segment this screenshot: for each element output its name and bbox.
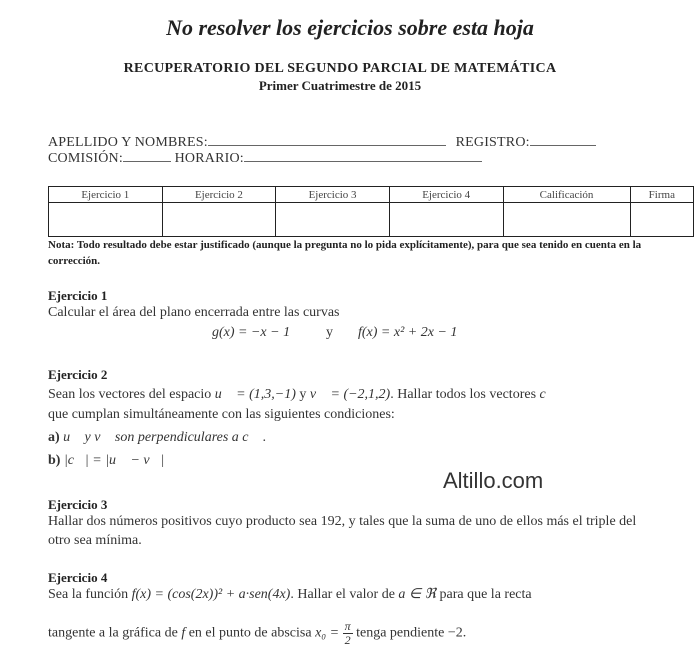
ejercicio-1-text: Calcular el área del plano encerrada entre las curvas [48, 305, 340, 320]
ej2-line1-b: . Hallar todos los vectores [390, 387, 537, 402]
header-firma: Firma [630, 187, 693, 203]
ej4-line2-a: tangente a la gráfica de [48, 625, 178, 641]
comision-row [48, 149, 482, 167]
ej4-a-in: a ∈ ℜ [398, 587, 436, 602]
ejercicio-3-text: Hallar dos números positivos cuyo producto sea 192, y tales que la suma de uno de ellos más el triple del otro sea mínima. [48, 514, 637, 548]
ejercicio-4-title: Ejercicio 4 [48, 570, 108, 585]
header-ejercicio-2: Ejercicio 2 [162, 187, 276, 203]
ej4-line2-c: tenga pendiente [356, 625, 445, 641]
grade-table-header [49, 187, 694, 203]
ej2-u: u⃗ = (1,3,−1) [214, 387, 296, 402]
grade-cell-calificacion[interactable] [503, 203, 630, 237]
ej2-a-text: u⃗ y v⃗ son perpendiculares a c⃗ . [63, 430, 267, 445]
ejercicio-1-g: g(x) = −x − 1 [212, 325, 291, 340]
registro-blank[interactable] [530, 133, 596, 146]
ej2-line1-a: Sean los vectores del espacio [48, 387, 212, 402]
apellido-blank[interactable] [208, 133, 446, 146]
header-ejercicio-3: Ejercicio 3 [276, 187, 390, 203]
ej4-pi: π [344, 619, 351, 633]
header-calificacion: Calificación [503, 187, 630, 203]
exam-title: RECUPERATORIO DEL SEGUNDO PARCIAL DE MATEMÁTICA [123, 61, 557, 76]
comision-blank[interactable] [123, 149, 171, 162]
ej4-line1-c: para que la recta [439, 587, 532, 602]
ej2-b-text: |c⃗| = |u⃗ − v⃗| [63, 453, 165, 468]
ej4-func: f(x) = (cos(2x))² + a·sen(4x) [131, 587, 291, 602]
grade-cell-4[interactable] [389, 203, 503, 237]
ej4-fraction [343, 620, 353, 647]
header-ejercicio-1: Ejercicio 1 [49, 187, 163, 203]
ej2-b-label: b) [48, 453, 61, 468]
ejercicio-2-line-1 [48, 385, 688, 404]
comision-label: COMISIÓN: [48, 151, 123, 166]
ejercicio-2-line-2: que cumplan simultáneamente con las siguientes condiciones: [48, 407, 395, 422]
ej4-line1-a: Sea la función [48, 587, 129, 602]
horario-label: HORARIO: [174, 151, 244, 166]
grade-cell-firma[interactable] [630, 203, 693, 237]
ejercicio-1-f: f(x) = x² + 2x − 1 [358, 325, 458, 340]
grade-table-row [49, 203, 694, 237]
ejercicio-4-line-2 [48, 620, 466, 647]
ejercicio-2-item-a [48, 428, 266, 447]
exam-subtitle: Primer Cuatrimestre de 2015 [258, 78, 422, 93]
grade-table [48, 186, 694, 237]
horario-blank[interactable] [244, 149, 482, 162]
ejercicio-1-y: y [326, 325, 333, 340]
grade-cell-2[interactable] [162, 203, 276, 237]
watermark: Altillo.com [443, 468, 544, 493]
ej4-f: f [181, 625, 186, 641]
note: Nota: Todo resultado debe estar justificado (aunque la pregunta no lo pida explícitamente), para que sea tenido en cuenta en la corrección. [48, 239, 642, 267]
ej4-x0: x₀ = [315, 625, 340, 641]
ejercicio-2-item-b [48, 451, 164, 470]
ej4-slope: −2. [447, 625, 467, 641]
grade-cell-3[interactable] [276, 203, 390, 237]
ej4-line1-b: . Hallar el valor de [290, 587, 395, 602]
header-ejercicio-4: Ejercicio 4 [389, 187, 503, 203]
ej2-y: y [299, 387, 307, 402]
ejercicio-1-title: Ejercicio 1 [48, 288, 108, 303]
apellido-label: APELLIDO Y NOMBRES: [48, 135, 208, 150]
ej2-c: c⃗ [539, 387, 557, 402]
ejercicio-3-title: Ejercicio 3 [48, 497, 108, 512]
ejercicio-2-title: Ejercicio 2 [48, 367, 108, 382]
ej2-v: v⃗ = (−2,1,2) [309, 387, 391, 402]
ejercicio-4-line-1 [48, 585, 688, 604]
ej4-line2-b: en el punto de abscisa [188, 625, 312, 641]
ej4-two: 2 [344, 633, 351, 647]
ej2-a-label: a) [48, 430, 60, 445]
registro-label: REGISTRO: [455, 135, 530, 150]
warning-heading: No resolver los ejercicios sobre esta hoja [166, 15, 534, 40]
grade-cell-1[interactable] [49, 203, 163, 237]
